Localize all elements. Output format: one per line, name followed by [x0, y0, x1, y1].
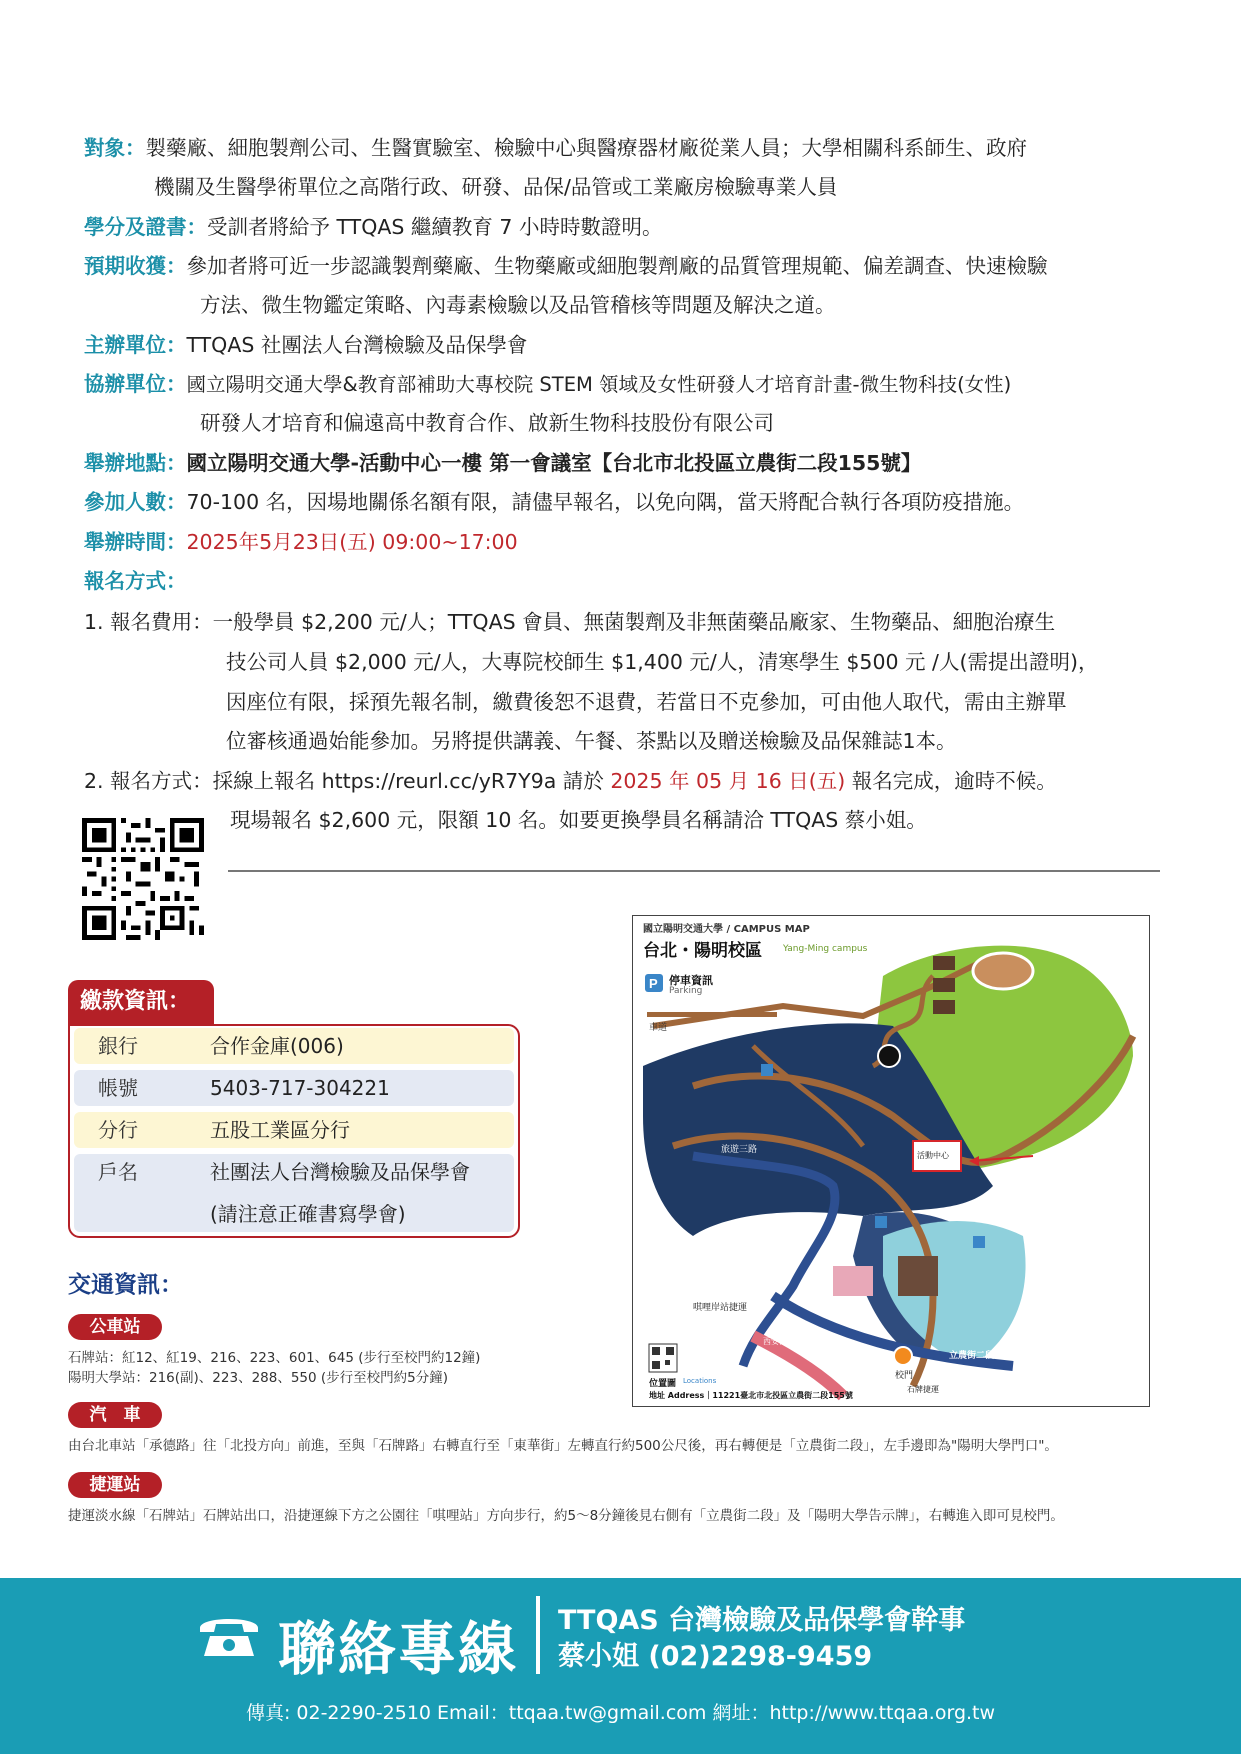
payment-row-account — [74, 1070, 514, 1106]
bus-text-1: 石牌站：紅12、紅19、216、223、601、645 (步行至校門約12鐘) — [68, 1350, 481, 1366]
map-parking-en: Parking — [669, 986, 703, 996]
method-text-2: 現場報名 $2,600 元，限額 10 名。如要更換學員名稱請洽 TTQAS 蔡小姐。 — [230, 808, 927, 832]
fee-text-4: 位審核通過始能參加。另將提供講義、午餐、茶點以及贈送檢驗及品保雜誌1本。 — [226, 729, 957, 753]
campus-map[interactable] — [632, 915, 1150, 1407]
map-road3: 西安街二段 — [763, 1337, 803, 1346]
benefit-row-2 — [200, 285, 836, 325]
map-mrt: 唭哩岸站捷運 — [693, 1303, 748, 1313]
host-text: TTQAS 社團法人台灣檢驗及品保學會 — [186, 333, 528, 357]
method-row-2 — [230, 800, 927, 840]
map-road2: 石牌路二段 — [823, 1297, 863, 1306]
map-header: 國立陽明交通大學 / CAMPUS MAP — [643, 924, 810, 935]
map-road-legend: 車道 — [649, 1023, 668, 1033]
time-text: 2025年5月23日(五) 09:00~17:00 — [186, 530, 518, 554]
time-row — [84, 522, 518, 562]
payment-value: 五股工業區分行 — [210, 1118, 350, 1142]
signup-row — [84, 561, 187, 601]
benefit-text: 參加者將可近一步認識製劑藥廠、生物藥廠或細胞製劑廠的品質管理規範、偏差調查、快速檢驗 — [186, 254, 1048, 278]
contact-info[interactable]: 傳真: 02-2290-2510 Email：ttqaa.tw@gmail.com 網址：http://www.ttqaa.org.tw — [245, 1702, 996, 1724]
target-text: 製藥廠、細胞製劑公司、生醫實驗室、檢驗中心與醫療器材廠從業人員；大學相關科系師生、政府 — [145, 136, 1027, 160]
method-row — [84, 761, 1057, 801]
payment-row-branch — [74, 1112, 514, 1148]
payment-note: (請注意正確書寫學會) — [210, 1202, 406, 1226]
mrt-badge: 捷運站 — [68, 1472, 162, 1498]
registration-qr-code[interactable] — [82, 818, 204, 940]
venue-text: 國立陽明交通大學-活動中心一樓 第一會議室【台北市北投區立農街二段155號】 — [186, 451, 922, 475]
target-row-2 — [154, 167, 837, 207]
venue-row — [84, 443, 921, 483]
attendees-text: 70-100 名，因場地關係名額有限，請儘早報名，以免向隅，當天將配合執行各項防疫措施。 — [186, 490, 1025, 514]
payment-row-bank — [74, 1028, 514, 1064]
campus-map-drawing — [633, 916, 1149, 1406]
payment-value: 5403-717-304221 — [210, 1076, 390, 1100]
map-street: 旅遊三路 — [721, 1145, 758, 1155]
benefit-row — [84, 246, 1048, 286]
contact-org: TTQAS 台灣檢驗及品保學會幹事 — [558, 1605, 966, 1636]
benefit-text-2: 方法、微生物鑑定策略、內毒素檢驗以及品管稽核等問題及解決之道。 — [200, 293, 836, 317]
host-label: 主辦單位： — [84, 333, 187, 357]
host-row — [84, 325, 527, 365]
contact-footer — [0, 1578, 1241, 1754]
credit-row — [84, 207, 662, 247]
fee-text-2: 技公司人員 $2,000 元/人，大專院校師生 $1,400 元/人，清寒學生 $500 元 /人(需提出證明)， — [226, 650, 1099, 674]
contact-person: 蔡小姐 (02)2298-9459 — [558, 1641, 873, 1672]
credit-text: 受訓者將給予 TTQAS 繼續教育 7 小時時數證明。 — [207, 215, 663, 239]
method-pre: 採線上報名 https://reurl.cc/yR7Y9a 請於 — [212, 769, 604, 793]
cohost-row-2 — [200, 403, 774, 443]
venue-label: 舉辦地點： — [84, 451, 187, 475]
payment-value: 社團法人台灣檢驗及品保學會 — [210, 1160, 470, 1184]
payment-key: 分行 — [98, 1118, 138, 1142]
map-mrt2: 石牌捷運 — [907, 1385, 939, 1394]
fee-text-1: 一般學員 $2,200 元/人；TTQAS 會員、無菌製劑及非無菌藥品廠家、生物藥品、細胞治療生 — [212, 610, 1056, 634]
fee-label: 1. 報名費用： — [84, 610, 213, 634]
cohost-text-2: 研發人才培育和偏遠高中教育合作、啟新生物科技股份有限公司 — [200, 411, 774, 435]
method-label: 2. 報名方式： — [84, 769, 213, 793]
payment-value: 合作金庫(006) — [210, 1034, 344, 1058]
target-row — [84, 128, 1027, 168]
map-title: 台北・陽明校區 — [643, 941, 762, 961]
benefit-label: 預期收獲： — [84, 254, 187, 278]
cohost-label: 協辦單位： — [84, 372, 187, 396]
cohost-row — [84, 364, 1011, 405]
payment-title: 繳款資訊： — [68, 980, 214, 1024]
map-address: 地址 Address｜11221臺北市北投區立農街二段155號 — [649, 1391, 853, 1400]
cohost-text: 國立陽明交通大學&教育部補助大專校院 STEM 領域及女性研發人才培育計畫-微生物科技(女性) — [186, 373, 1012, 396]
time-label: 舉辦時間： — [84, 530, 187, 554]
mrt-text: 捷運淡水線「石牌站」石牌站出口，沿捷運線下方之公園往「唭哩站」方向步行，約5～8分鐘後見右側有「立農街二段」及「陽明大學告示牌」，右轉進入即可見校門。 — [68, 1508, 1064, 1524]
fee-text-3: 因座位有限，採預先報名制，繳費後恕不退費，若當日不克參加，可由他人取代，需由主辦單 — [226, 690, 1067, 714]
contact-title: 聯絡專線 — [278, 1615, 519, 1683]
map-location: 位置圖 — [649, 1379, 677, 1389]
target-text-2: 機關及生醫學術單位之高階行政、研發、品保/品管或工業廠房檢驗專業人員 — [154, 175, 838, 199]
car-text: 由台北車站「承德路」往「北投方向」前進，至與「石牌路」右轉直行至「東華街」左轉直行約500公尺後，再右轉便是「立農街二段」，左手邊即為"陽明大學門口"。 — [68, 1438, 1058, 1454]
attendees-label: 參加人數： — [84, 490, 187, 514]
fee-row-2 — [226, 642, 1098, 682]
fee-row — [84, 602, 1055, 642]
map-parking: 停車資訊 — [669, 974, 713, 987]
map-location-en: Locations — [683, 1377, 717, 1385]
fee-row-3 — [226, 682, 1067, 722]
fee-row-4 — [226, 721, 957, 761]
map-venue-label: 活動中心 — [917, 1151, 949, 1160]
payment-row-name — [74, 1154, 514, 1232]
map-road1: 立農街二段 — [949, 1351, 995, 1361]
map-subtitle: Yang-Ming campus — [783, 944, 868, 954]
payment-key: 戶名 — [98, 1160, 138, 1184]
section-divider — [228, 870, 1160, 872]
credit-label: 學分及證書： — [84, 215, 207, 239]
bus-text-2: 陽明大學站：216(副)、223、288、550 (步行至校門約5分鐘) — [68, 1370, 449, 1386]
bus-badge: 公車站 — [68, 1314, 162, 1340]
method-deadline: 2025 年 05 月 16 日(五) — [610, 769, 846, 793]
car-badge: 汽 車 — [68, 1402, 162, 1428]
signup-label: 報名方式： — [84, 569, 187, 593]
footer-divider — [536, 1596, 540, 1674]
attendees-row — [84, 482, 1024, 522]
transport-title: 交通資訊： — [68, 1272, 183, 1298]
method-post: 報名完成，逾時不候。 — [851, 769, 1057, 793]
payment-box — [68, 1024, 520, 1238]
svg-text:P: P — [649, 976, 658, 991]
payment-key: 銀行 — [98, 1034, 138, 1058]
phone-icon — [196, 1610, 262, 1658]
payment-key: 帳號 — [98, 1076, 138, 1100]
target-label: 對象： — [84, 136, 146, 160]
map-gate: 校門 — [895, 1371, 914, 1381]
